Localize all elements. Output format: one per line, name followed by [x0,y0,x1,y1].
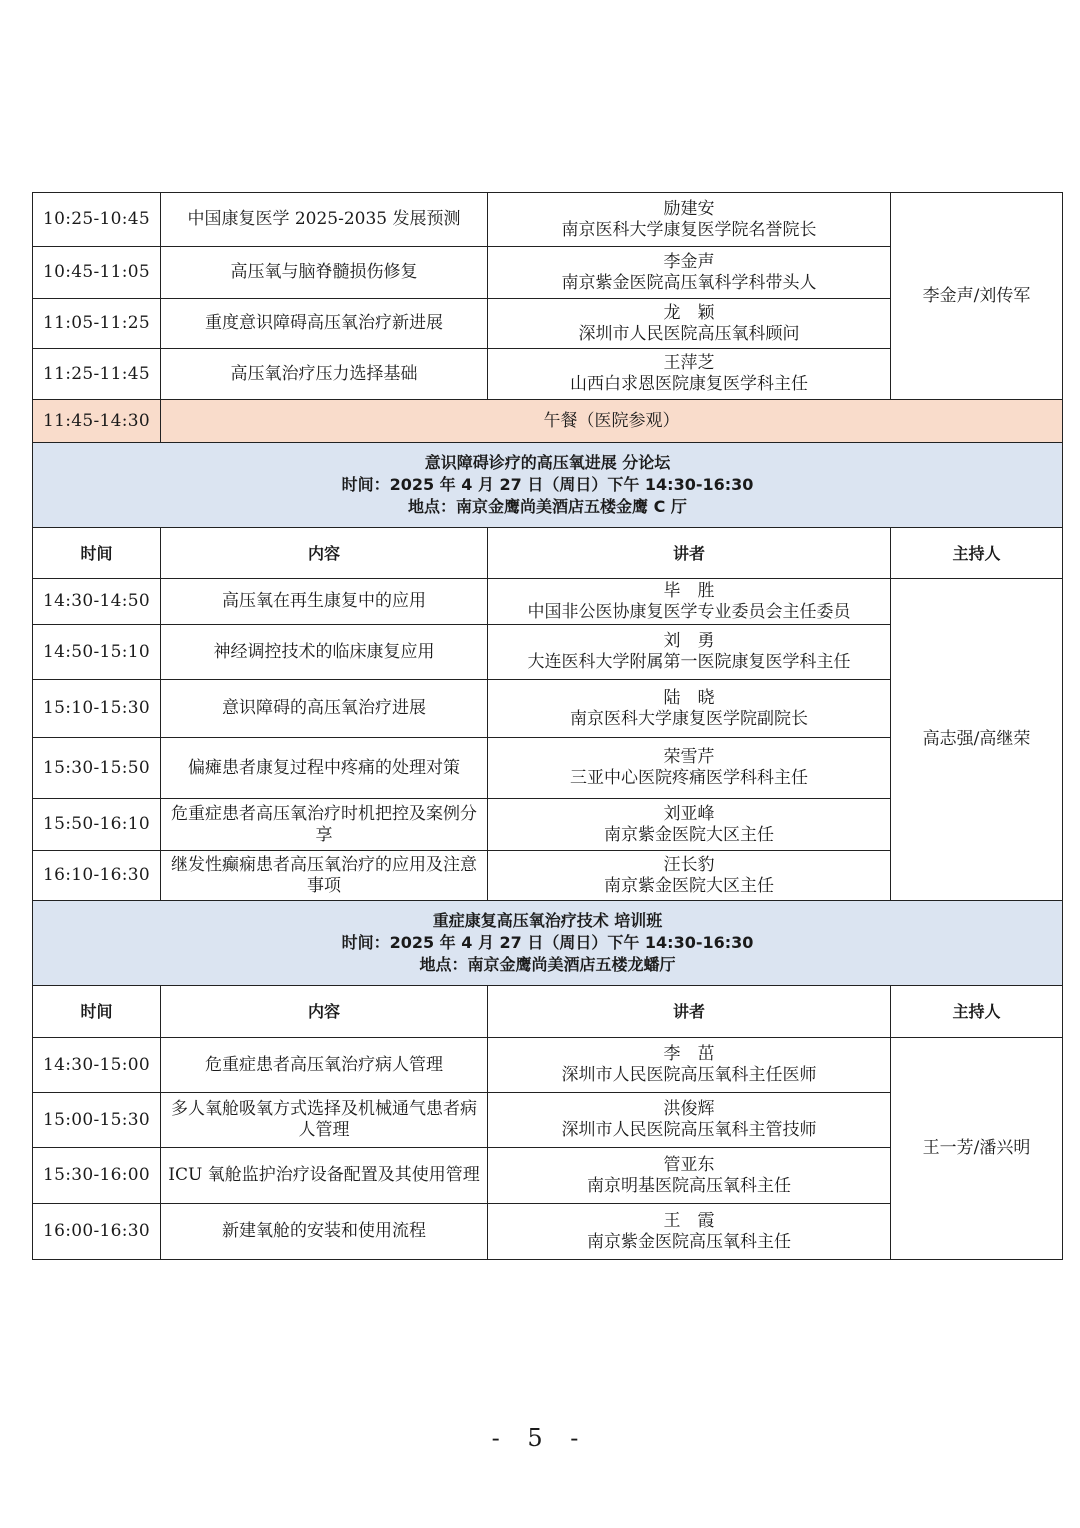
session-speaker [488,1093,891,1148]
session-speaker [488,247,891,299]
speaker-title: 三亚中心医院疼痛医学科科主任 [570,768,808,788]
session-content: 高压氧治疗压力选择基础 [161,349,488,400]
table-row [33,1038,1063,1093]
session-time: 15:00-15:30 [33,1093,161,1148]
column-header-content: 内容 [161,986,488,1038]
column-header-host: 主持人 [891,986,1063,1038]
session-content: 新建氧舱的安装和使用流程 [161,1204,488,1260]
speaker-title: 南京紫金医院高压氧科主任 [587,1231,791,1252]
speaker-title: 南京紫金医院高压氧科学科带头人 [561,272,817,293]
session-time: 15:30-16:00 [33,1148,161,1204]
speaker-title: 大连医科大学附属第一医院康复医学科主任 [527,652,851,672]
session-content: 中国康复医学 2025-2035 发展预测 [161,193,488,247]
schedule-table [32,192,1063,1260]
speaker-title: 南京医科大学康复医学院副院长 [570,708,808,729]
speaker-name: 陆 晓 [663,687,715,708]
session-time: 10:45-11:05 [33,247,161,299]
lunch-label: 午餐（医院参观） [161,400,1063,443]
section-place: 地点：南京金鹰尚美酒店五楼龙蟠厅 [419,955,676,974]
session-time: 16:10-16:30 [33,851,161,901]
session-speaker [488,625,891,680]
session-speaker [488,738,891,799]
session-time: 14:50-15:10 [33,625,161,680]
speaker-title: 南京紫金医院大区主任 [604,824,774,845]
section-title: 意识障碍诊疗的高压氧进展 分论坛 [424,453,671,472]
speaker-name: 荣雪芹 [663,747,715,767]
session-content: 多人氧舱吸氧方式选择及机械通气患者病人管理 [161,1093,488,1148]
session-content: 偏瘫患者康复过程中疼痛的处理对策 [161,738,488,799]
speaker-title: 深圳市人民医院高压氧科顾问 [578,323,800,344]
section-time: 时间：2025 年 4 月 27 日（周日）下午 14:30-16:30 [341,475,754,494]
column-header-speaker: 讲者 [488,528,891,579]
session-speaker [488,349,891,400]
column-header-time: 时间 [33,528,161,579]
speaker-name: 王 霞 [663,1210,715,1231]
session-content: 继发性癫痫患者高压氧治疗的应用及注意事项 [161,851,488,901]
column-header-row [33,986,1063,1038]
section-banner [33,901,1063,986]
speaker-name: 洪俊辉 [663,1099,715,1119]
speaker-title: 深圳市人民医院高压氧科主管技师 [561,1120,817,1140]
session-time: 16:00-16:30 [33,1204,161,1260]
speaker-name: 龙 颖 [663,302,715,323]
session-time: 10:25-10:45 [33,193,161,247]
speaker-name: 王萍芝 [663,353,715,373]
session-speaker [488,680,891,738]
session-speaker [488,851,891,901]
session-content: 意识障碍的高压氧治疗进展 [161,680,488,738]
lunch-time: 11:45-14:30 [33,400,161,443]
column-header-content: 内容 [161,528,488,579]
session-speaker [488,1204,891,1260]
table-row [33,579,1063,625]
speaker-title: 南京医科大学康复医学院名誉院长 [561,219,817,240]
session-speaker [488,193,891,247]
session-content: 神经调控技术的临床康复应用 [161,625,488,680]
section-title: 重症康复高压氧治疗技术 培训班 [432,911,663,930]
speaker-title: 深圳市人民医院高压氧科主任医师 [561,1065,817,1085]
column-header-host: 主持人 [891,528,1063,579]
session-host: 王一芳/潘兴明 [891,1038,1063,1260]
section-banner-cell [33,443,1063,528]
speaker-name: 李金声 [663,251,715,272]
section-time: 时间：2025 年 4 月 27 日（周日）下午 14:30-16:30 [341,933,754,952]
session-content: ICU 氧舱监护治疗设备配置及其使用管理 [161,1148,488,1204]
session-time: 14:30-15:00 [33,1038,161,1093]
speaker-name: 管亚东 [663,1154,715,1175]
column-header-speaker: 讲者 [488,986,891,1038]
session-time: 15:10-15:30 [33,680,161,738]
session-time: 11:25-11:45 [33,349,161,400]
section-banner-cell [33,901,1063,986]
session-speaker [488,579,891,625]
session-time: 14:30-14:50 [33,579,161,625]
session-speaker [488,1148,891,1204]
session-host: 李金声/刘传军 [891,193,1063,400]
session-content: 重度意识障碍高压氧治疗新进展 [161,299,488,349]
session-content: 危重症患者高压氧治疗病人管理 [161,1038,488,1093]
lunch-row [33,400,1063,443]
speaker-title: 中国非公医协康复医学专业委员会主任委员 [527,601,851,622]
section-banner [33,443,1063,528]
session-speaker [488,299,891,349]
speaker-name: 刘 勇 [663,631,715,651]
session-time: 11:05-11:25 [33,299,161,349]
speaker-name: 李 茁 [663,1044,715,1064]
column-header-row [33,528,1063,579]
speaker-name: 刘亚峰 [663,803,715,824]
speaker-title: 山西白求恩医院康复医学科主任 [570,374,808,394]
page-number: - 5 - [491,1424,589,1452]
section-place: 地点：南京金鹰尚美酒店五楼金鹰 C 厅 [408,497,687,516]
session-time: 15:50-16:10 [33,799,161,851]
speaker-name: 毕 胜 [663,580,715,601]
session-content: 危重症患者高压氧治疗时机把控及案例分享 [161,799,488,851]
speaker-title: 南京紫金医院大区主任 [604,875,774,896]
speaker-name: 汪长豹 [663,854,715,875]
session-speaker [488,1038,891,1093]
column-header-time: 时间 [33,986,161,1038]
speaker-title: 南京明基医院高压氧科主任 [587,1175,791,1196]
session-content: 高压氧在再生康复中的应用 [161,579,488,625]
speaker-name: 励建安 [663,198,715,219]
session-time: 15:30-15:50 [33,738,161,799]
session-host: 高志强/高继荣 [891,579,1063,901]
session-speaker [488,799,891,851]
table-row [33,193,1063,247]
session-content: 高压氧与脑脊髓损伤修复 [161,247,488,299]
